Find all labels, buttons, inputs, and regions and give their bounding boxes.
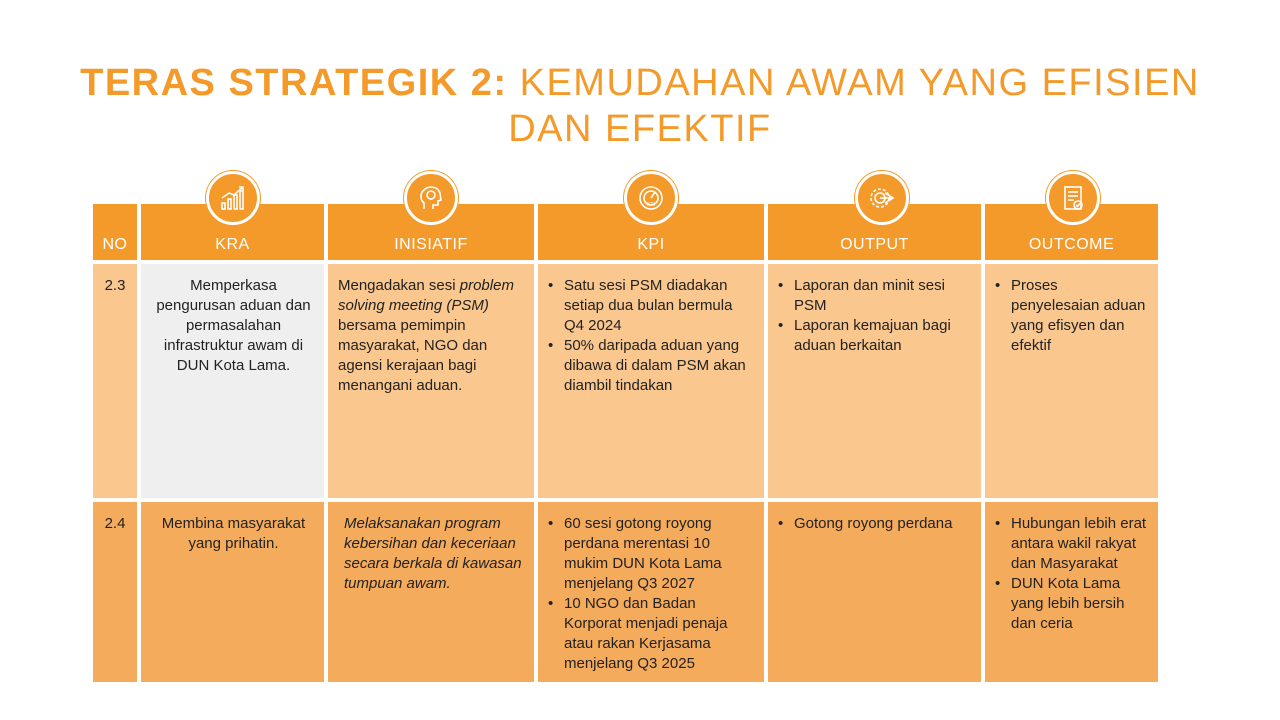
row-2-4-outcome xyxy=(985,502,1158,682)
inisiatif-italic-text: Melaksanakan program kebersihan dan keceriaan secara berkala di kawasan tumpuan awam. xyxy=(344,515,522,592)
title-bold: TERAS STRATEGIK 2: xyxy=(80,62,508,104)
list-item: • Laporan dan minit sesi PSM xyxy=(778,276,973,316)
kra-text: Memperkasa pengurusan aduan dan permasalahan infrastruktur awam di DUN Kota Lama. xyxy=(156,277,311,374)
outcome-list xyxy=(995,514,1150,634)
header-output-label: OUTPUT xyxy=(840,236,909,253)
row-no-label: 2.4 xyxy=(104,515,126,532)
header-no xyxy=(93,204,137,260)
chart-growth-icon xyxy=(206,171,260,225)
svg-text:KPI: KPI xyxy=(647,202,655,208)
row-2-3-inisiatif xyxy=(328,264,534,498)
list-item: • 60 sesi gotong royong perdana merentasi 10 mukim DUN Kota Lama menjelang Q3 2027 xyxy=(548,514,756,594)
row-2-4-inisiatif xyxy=(328,502,534,682)
list-item: • Proses penyelesaian aduan yang efisyen dan efektif xyxy=(995,276,1150,356)
row-2-3-no xyxy=(93,264,137,498)
title-rest: KEMUDAHAN AWAM YANG EFISIEN DAN EFEKTIF xyxy=(507,62,1200,150)
row-2-3-kra xyxy=(141,264,324,498)
inisiatif-italic-text: problem solving meeting (PSM) xyxy=(338,277,514,314)
list-item: • 10 NGO dan Badan Korporat menjadi penaja atau rakan Kerjasama menjelang Q3 2025 xyxy=(548,594,756,674)
header-kra-label: KRA xyxy=(215,236,250,253)
row-2-4-output xyxy=(768,502,981,682)
kra-text: Membina masyarakat yang prihatin. xyxy=(161,515,306,552)
row-2-4-no xyxy=(93,502,137,682)
page-title xyxy=(60,60,1220,152)
outcome-list xyxy=(995,276,1150,356)
list-item: • 50% daripada aduan yang dibawa di dalam PSM akan diambil tindakan xyxy=(548,336,756,396)
output-list xyxy=(778,514,973,534)
inisiatif-text-continued: bersama pemimpin masyarakat, NGO dan agensi kerajaan bagi menangani aduan. xyxy=(338,317,488,394)
list-item: • Hubungan lebih erat antara wakil rakyat dan Masyarakat xyxy=(995,514,1150,574)
output-list xyxy=(778,276,973,356)
report-document-icon xyxy=(1046,171,1100,225)
gear-arrow-icon xyxy=(855,171,909,225)
row-2-4-kra xyxy=(141,502,324,682)
list-item: • Laporan kemajuan bagi aduan berkaitan xyxy=(778,316,973,356)
head-lightbulb-icon xyxy=(404,171,458,225)
list-item: • Satu sesi PSM diadakan setiap dua bulan bermula Q4 2024 xyxy=(548,276,756,336)
row-2-4-kpi xyxy=(538,502,764,682)
row-2-3-outcome xyxy=(985,264,1158,498)
kpi-list xyxy=(548,276,756,396)
inisiatif-text: Mengadakan sesi xyxy=(338,277,456,294)
header-inisiatif-label: INISIATIF xyxy=(394,236,468,253)
list-item: • DUN Kota Lama yang lebih bersih dan ceria xyxy=(995,574,1150,634)
row-2-3-kpi xyxy=(538,264,764,498)
header-kpi-label: KPI xyxy=(637,236,665,253)
row-2-3-output xyxy=(768,264,981,498)
row-no-label: 2.3 xyxy=(104,277,126,294)
kpi-list xyxy=(548,514,756,674)
header-outcome-label: OUTCOME xyxy=(1028,236,1115,253)
list-item: • Gotong royong perdana xyxy=(778,514,973,534)
kpi-gauge-icon xyxy=(624,171,678,225)
header-no-label: NO xyxy=(102,236,128,253)
